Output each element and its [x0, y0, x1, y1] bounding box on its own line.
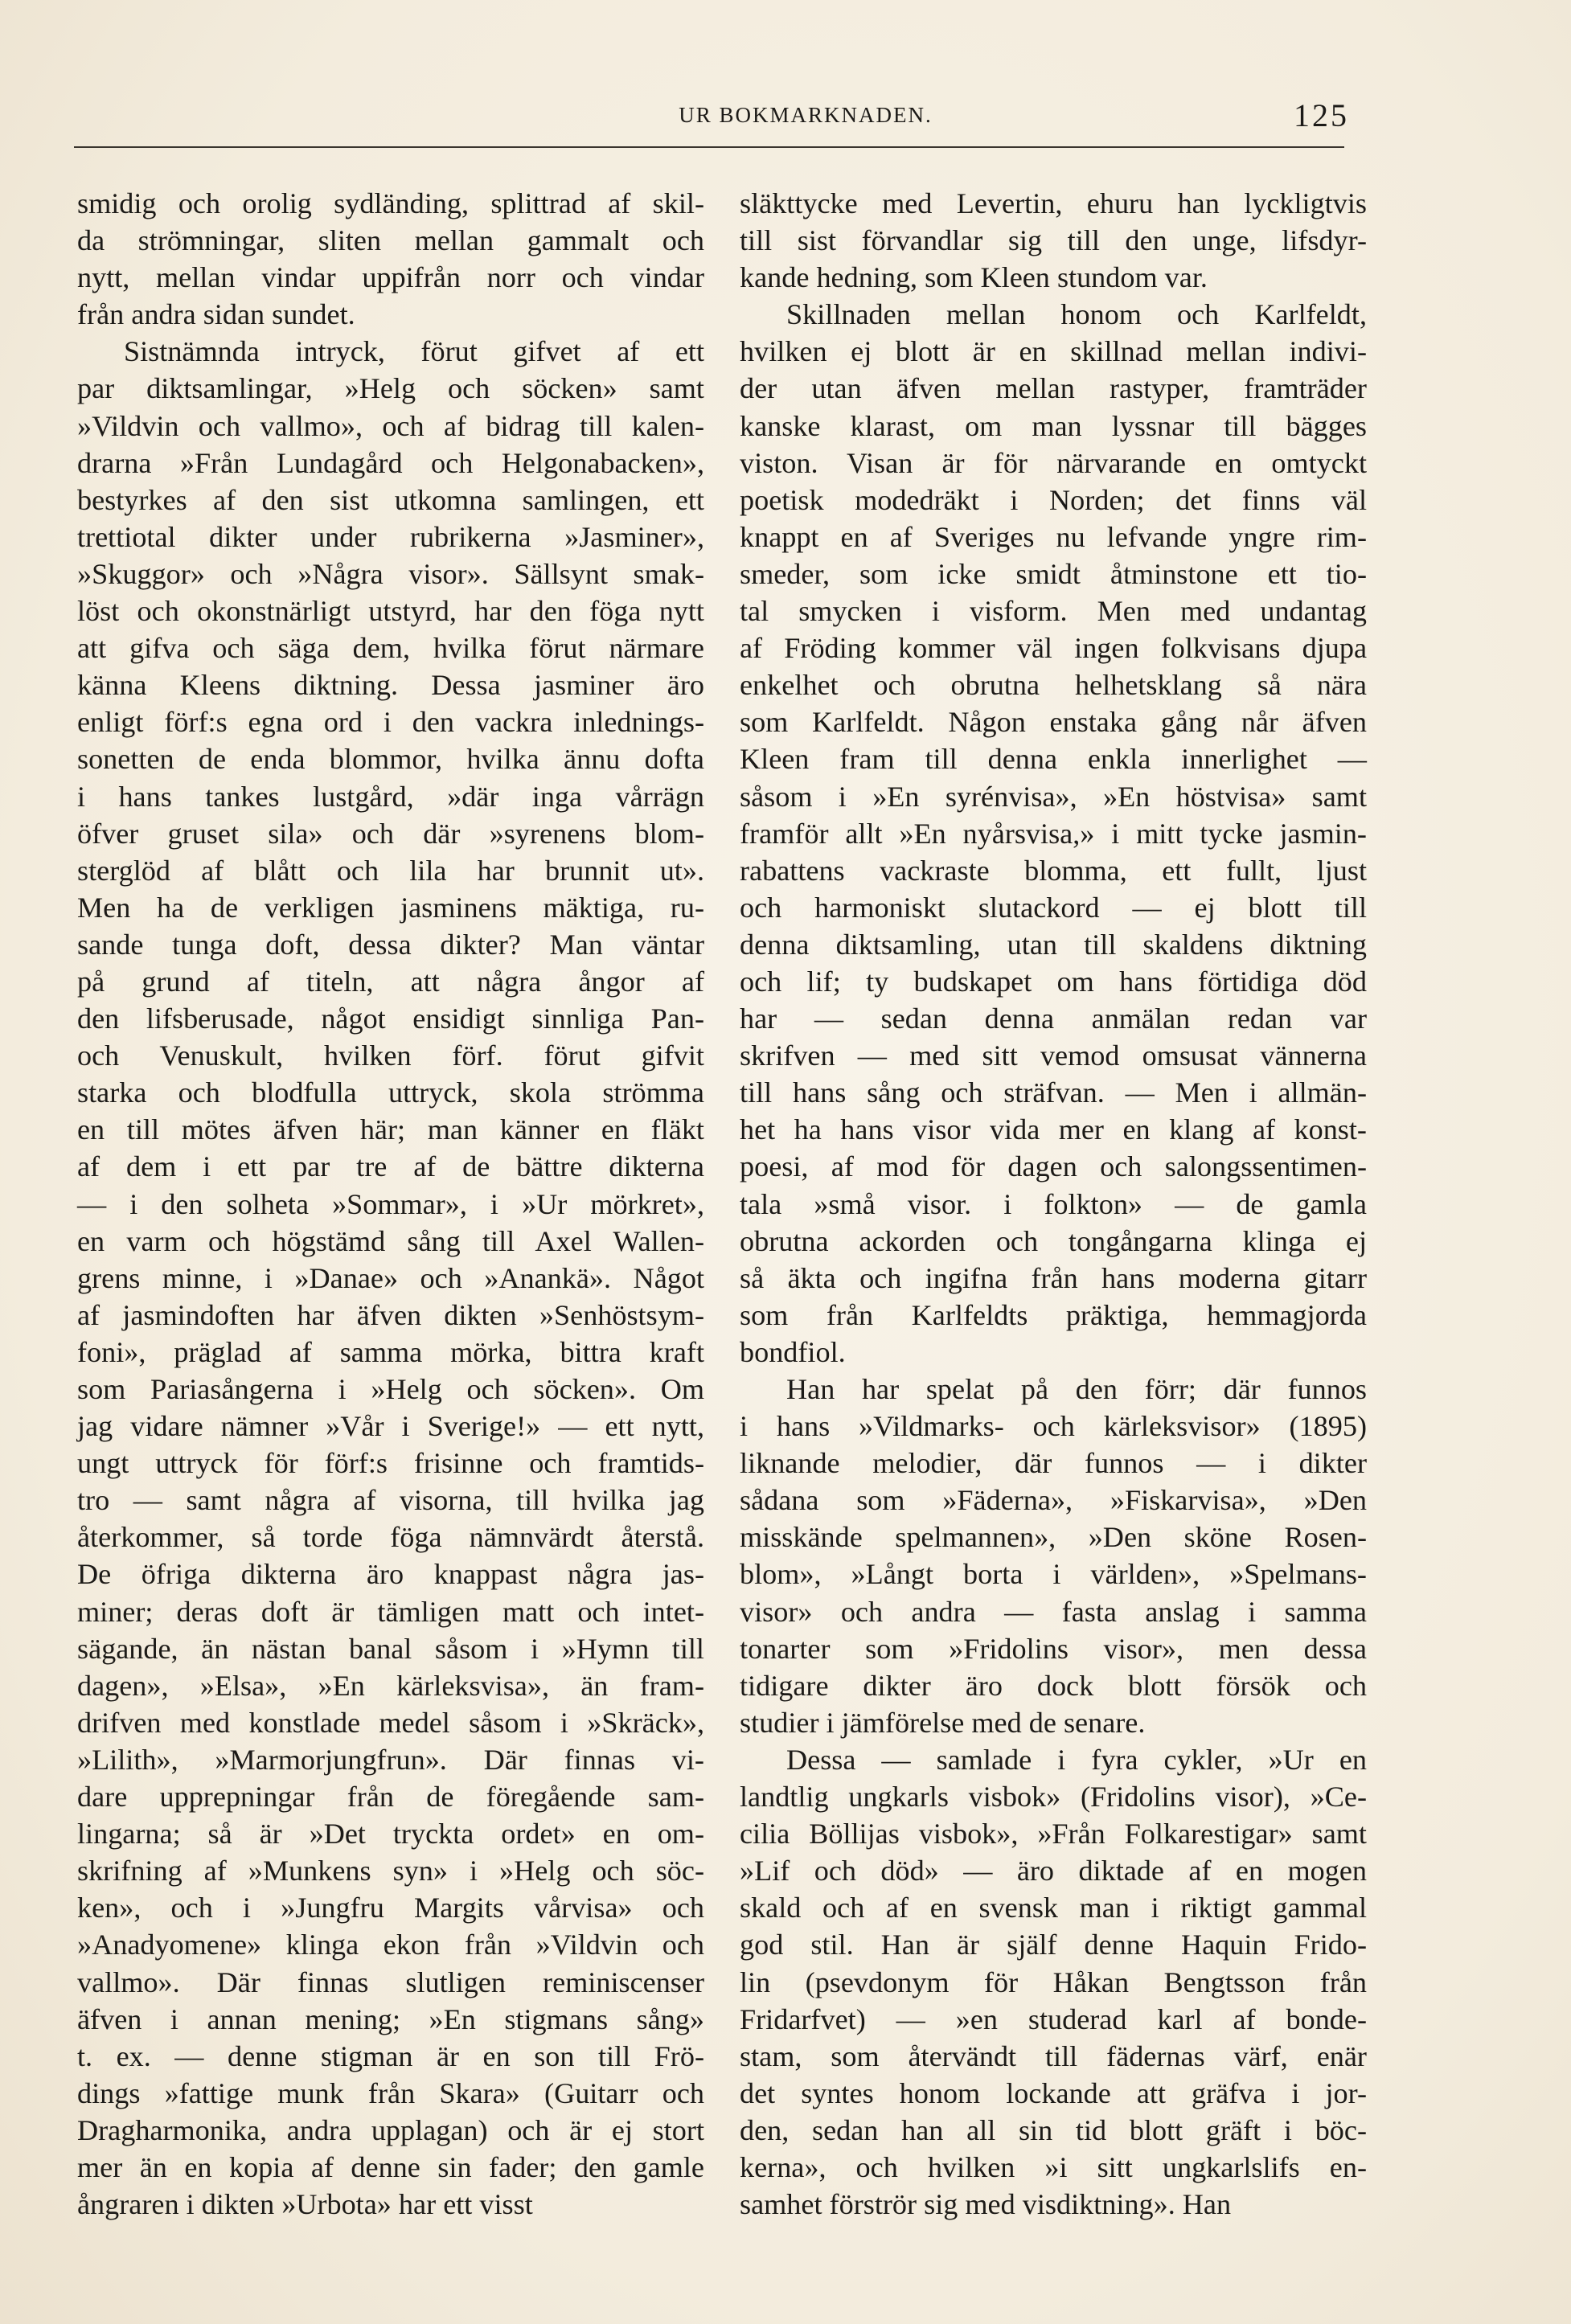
- text-line: tala »små visor. i folkton» — de gamla: [740, 1187, 1367, 1220]
- text-line: »Anadyomene» klinga ekon från »Vildvin och: [77, 1928, 704, 1961]
- text-line: »Lilith», »Marmorjungfrun». Där finnas vi-: [77, 1743, 704, 1776]
- text-line: i hans »Vildmarks- och kärleksvisor» (1895): [740, 1410, 1367, 1443]
- text-line: tidigare dikter äro dock blott försök och: [740, 1669, 1367, 1702]
- text-line: lin (psevdonym för Håkan Bengtsson från: [740, 1965, 1367, 1998]
- text-line: denna diktsamling, utan till skaldens diktning: [740, 928, 1367, 961]
- text-line: som Karlfeldt. Någon enstaka gång når äfven: [740, 706, 1367, 739]
- text-line: trettiotal dikter under rubrikerna »Jasminer»,: [77, 520, 704, 553]
- text-line: Sistnämnda intryck, förut gifvet af ett: [124, 335, 704, 368]
- text-line: tal smycken i visform. Men med undantag: [740, 595, 1367, 628]
- text-line: rabattens vackraste blomma, ett fullt, ljust: [740, 854, 1367, 887]
- text-line: god stil. Han är själf denne Haquin Frido-: [740, 1928, 1367, 1961]
- page-number: 125: [1294, 97, 1349, 133]
- text-line: misskände spelmannen», »Den sköne Rosen-: [740, 1521, 1367, 1554]
- text-line: kanske klarast, om man lyssnar till bägges: [740, 409, 1367, 442]
- text-line: par diktsamlingar, »Helg och söcken» samt: [77, 372, 704, 405]
- text-line: och Venuskult, hvilken förf. förut gifvit: [77, 1039, 704, 1072]
- text-line: skrifning af »Munkens syn» i »Helg och söc-: [77, 1855, 704, 1887]
- text-line: obrutna ackorden och tongångarna klinga ej: [740, 1224, 1367, 1257]
- text-line: miner; deras doft är tämligen matt och intet-: [77, 1595, 704, 1628]
- text-line: äfven i annan mening; »En stigmans sång»: [77, 2002, 704, 2035]
- text-line: tro — samt några af visorna, till hvilka jag: [77, 1484, 704, 1517]
- text-line: har — sedan denna anmälan redan var: [740, 1002, 1367, 1035]
- text-line: grens minne, i »Danae» och »Anankä». Något: [77, 1261, 704, 1294]
- text-line: sterglöd af blått och lila har brunnit ut».: [77, 854, 704, 887]
- page-header: [74, 96, 1349, 148]
- text-line: känna Kleens diktning. Dessa jasminer äro: [77, 669, 704, 702]
- text-line: kerna», och hvilken »i sitt ungkarlslifs en-: [740, 2150, 1367, 2183]
- text-line: nytt, mellan vindar uppifrån norr och vindar: [77, 261, 704, 294]
- text-line: bestyrkes af den sist utkomna samlingen, ett: [77, 483, 704, 516]
- text-line: poetisk modedräkt i Norden; det finns väl: [740, 483, 1367, 516]
- text-line: en varm och högstämd sång till Axel Wallen-: [77, 1224, 704, 1257]
- text-line: återkommer, så torde föga nämnvärdt återstå.: [77, 1521, 704, 1554]
- text-line: Dragharmonika, andra upplagan) och är ej stort: [77, 2113, 704, 2146]
- text-line: af Fröding kommer väl ingen folkvisans djupa: [740, 632, 1367, 665]
- text-line: t. ex. — denne stigman är en son till Frö-: [77, 2039, 704, 2072]
- text-line: Kleen fram till denna enkla innerlighet —: [740, 743, 1367, 776]
- text-line: »Lif och död» — äro diktade af en mogen: [740, 1855, 1367, 1887]
- text-line: enligt förf:s egna ord i den vackra inlednings-: [77, 706, 704, 739]
- right-column: [740, 185, 1367, 2223]
- text-line: cilia Böllijas visbok», »Från Folkarestigar» samt: [740, 1818, 1367, 1851]
- text-line: löst och okonstnärligt utstyrd, har den föga nytt: [77, 595, 704, 628]
- text-line: bondfiol.: [740, 1335, 846, 1368]
- text-line: släkttycke med Levertin, ehuru han lyckligtvis: [740, 187, 1367, 219]
- text-line: som Pariasångerna i »Helg och söcken». Om: [77, 1373, 704, 1405]
- text-line: öfver gruset sila» och där »syrenens blom-: [77, 817, 704, 850]
- text-line: Skillnaden mellan honom och Karlfeldt,: [786, 298, 1367, 331]
- text-line: drarna »Från Lundagård och Helgonabacken»,: [77, 446, 704, 479]
- text-line: smeder, som icke smidt åtminstone ett tio-: [740, 557, 1367, 590]
- text-line: landtlig ungkarls visbok» (Fridolins visor), »Ce-: [740, 1781, 1367, 1814]
- text-line: da strömningar, sliten mellan gammalt och: [77, 224, 704, 257]
- text-line: visor» och andra — fasta anslag i samma: [740, 1595, 1367, 1628]
- text-line: i hans tankes lustgård, »där inga vårrägn: [77, 780, 704, 813]
- text-line: en till mötes äfven här; man känner en fläkt: [77, 1113, 704, 1146]
- text-line: skald och af en svensk man i riktigt gammal: [740, 1892, 1367, 1924]
- text-line: sande tunga doft, dessa dikter? Man väntar: [77, 928, 704, 961]
- text-line: af dem i ett par tre af de bättre dikterna: [77, 1150, 704, 1183]
- text-line: De öfriga dikterna äro knappast några jas-: [77, 1558, 704, 1591]
- text-line: viston. Visan är för närvarande en omtyckt: [740, 446, 1367, 479]
- text-line: poesi, af mod för dagen och salongssentimen-: [740, 1150, 1367, 1183]
- text-line: foni», präglad af samma mörka, bittra kraft: [77, 1335, 704, 1368]
- text-line: »Skuggor» och »Några visor». Sällsynt smak-: [77, 557, 704, 590]
- text-line: såsom i »En syrénvisa», »En höstvisa» samt: [740, 780, 1367, 813]
- text-line: tonarter som »Fridolins visor», men dessa: [740, 1632, 1367, 1665]
- text-line: sonetten de enda blommor, hvilka ännu dofta: [77, 743, 704, 776]
- text-line: och harmoniskt slutackord — ej blott till: [740, 891, 1367, 924]
- text-line: det syntes honom lockande att gräfva i jor-: [740, 2076, 1367, 2109]
- text-line: ångraren i dikten »Urbota» har ett visst: [77, 2188, 533, 2221]
- text-line: att gifva och säga dem, hvilka förut närmare: [77, 632, 704, 665]
- text-line: liknande melodier, där funnos — i dikter: [740, 1447, 1367, 1480]
- text-line: blom», »Långt borta i världen», »Spelmans-: [740, 1558, 1367, 1591]
- text-line: af jasmindoften har äfven dikten »Senhöstsym-: [77, 1298, 704, 1331]
- text-line: från andra sidan sundet.: [77, 298, 355, 331]
- text-line: — i den solheta »Sommar», i »Ur mörkret»,: [77, 1187, 704, 1220]
- text-line: den, sedan han all sin tid blott gräft i böc-: [740, 2113, 1367, 2146]
- text-line: som från Karlfeldts präktiga, hemmagjorda: [740, 1298, 1367, 1331]
- text-line: knappt en af Sveriges nu lefvande yngre rim-: [740, 520, 1367, 553]
- text-line: enkelhet och obrutna helhetsklang så nära: [740, 669, 1367, 702]
- text-line: Han har spelat på den förr; där funnos: [786, 1373, 1367, 1405]
- running-head: UR BOKMARKNADEN.: [679, 103, 933, 127]
- text-line: studier i jämförelse med de senare.: [740, 1706, 1146, 1739]
- text-line: till sist förvandlar sig till den unge, lifsdyr-: [740, 224, 1367, 257]
- text-line: ungt uttryck för förf:s frisinne och framtids-: [77, 1447, 704, 1480]
- text-line: vallmo». Där finnas slutligen reminiscenser: [77, 1965, 704, 1998]
- text-line: Dessa — samlade i fyra cykler, »Ur en: [786, 1743, 1367, 1776]
- text-line: dagen», »Elsa», »En kärleksvisa», än fram-: [77, 1669, 704, 1702]
- text-line: stam, som återvändt till fädernas värf, enär: [740, 2039, 1367, 2072]
- text-line: hvilken ej blott är en skillnad mellan indivi-: [740, 335, 1367, 368]
- text-line: sägande, än nästan banal såsom i »Hymn till: [77, 1632, 704, 1665]
- text-line: så äkta och ingifna från hans moderna gitarr: [740, 1261, 1367, 1294]
- text-line: lingarna; så är »Det tryckta ordet» en om-: [77, 1818, 704, 1851]
- text-line: mer än en kopia af denne sin fader; den gamle: [77, 2150, 704, 2183]
- text-line: jag vidare nämner »Vår i Sverige!» — ett nytt,: [77, 1410, 704, 1443]
- text-line: på grund af titeln, att några ångor af: [77, 965, 704, 998]
- text-line: till hans sång och sträfvan. — Men i allmän-: [740, 1076, 1367, 1109]
- left-column: [77, 185, 704, 2223]
- text-line: framför allt »En nyårsvisa,» i mitt tycke jasmin-: [740, 817, 1367, 850]
- text-line: ken», och i »Jungfru Margits vårvisa» och: [77, 1892, 704, 1924]
- text-line: »Vildvin och vallmo», och af bidrag till kalen-: [77, 409, 704, 442]
- text-line: Men ha de verkligen jasminens mäktiga, ru-: [77, 891, 704, 924]
- text-line: Fridarfvet) — »en studerad karl af bonde-: [740, 2002, 1367, 2035]
- text-line: dings »fattige munk från Skara» (Guitarr och: [77, 2076, 704, 2109]
- text-line: och lif; ty budskapet om hans förtidiga död: [740, 965, 1367, 998]
- text-line: den lifsberusade, något ensidigt sinnliga Pan-: [77, 1002, 704, 1035]
- text-line: kande hedning, som Kleen stundom var.: [740, 261, 1208, 294]
- text-line: het ha hans visor vida mer en klang af konst-: [740, 1113, 1367, 1146]
- text-line: samhet förströr sig med visdiktning». Han: [740, 2188, 1232, 2221]
- text-line: starka och blodfulla uttryck, skola strömma: [77, 1076, 704, 1109]
- text-line: sådana som »Fäderna», »Fiskarvisa», »Den: [740, 1484, 1367, 1517]
- text-line: smidig och orolig sydländing, splittrad af skil-: [77, 187, 704, 219]
- text-line: dare upprepningar från de föregående sam-: [77, 1781, 704, 1814]
- text-line: drifven med konstlade medel såsom i »Skräck»,: [77, 1706, 704, 1739]
- text-line: der utan äfven mellan rastyper, framträder: [740, 372, 1367, 405]
- text-line: skrifven — med sitt vemod omsusat vännerna: [740, 1039, 1367, 1072]
